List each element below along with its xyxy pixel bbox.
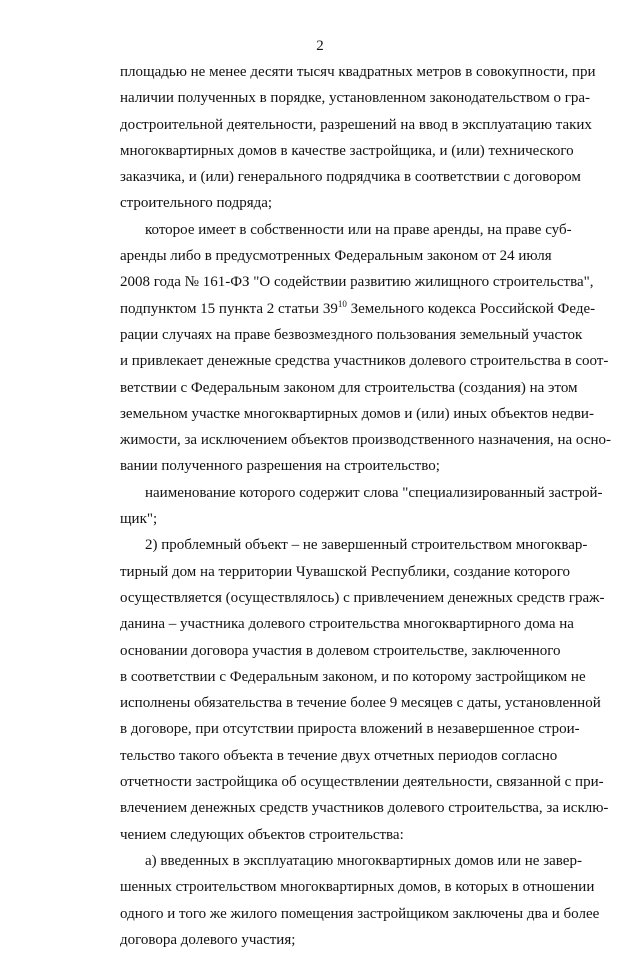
text-line: наименование которого содержит слова "специализированный застрой- [145, 484, 603, 501]
text-line: площадью не менее десяти тысяч квадратных метров в совокупности, при [120, 64, 596, 80]
text-line: влечением денежных средств участников долевого строительства, за исклю- [120, 800, 609, 817]
text-line: основании договора участия в долевом строительстве, заключенного [120, 642, 561, 659]
text-line: шенных строительством многоквартирных домов, в которых в отношении [120, 879, 595, 896]
text-line: данина – участника долевого строительства многоквартирного дома на [120, 616, 574, 633]
text-line: и привлекает денежные средства участников долевого строительства в соот- [120, 353, 609, 370]
text-line: одного и того же жилого помещения застройщиком заключены два и более [120, 905, 600, 922]
text-line: многоквартирных домов в качестве застройщика, и (или) технического [120, 142, 574, 159]
paragraph-continuation [120, 59, 596, 217]
text-line-with-superscript [120, 296, 596, 322]
text-line: достроительной деятельности, разрешений на ввод в эксплуатацию таких [120, 116, 592, 133]
text-line: ветствии с Федеральным законом для строительства (создания) на этом [120, 379, 578, 396]
text-line: в соответствии с Федеральным законом, и по которому застройщиком не [120, 668, 586, 685]
text-line: тирный дом на территории Чувашской Республики, создание которого [120, 563, 570, 580]
text-line: а) введенных в эксплуатацию многоквартирных домов или не завер- [145, 852, 582, 869]
text-line: тельство такого объекта в течение двух отчетных периодов согласно [120, 747, 558, 764]
text-line: договора долевого участия; [120, 931, 296, 948]
superscript: 10 [337, 298, 347, 309]
text-line: рации случаях на праве безвозмездного пользования земельный участок [120, 326, 583, 343]
text-line: щик"; [120, 511, 158, 528]
paragraph-name [120, 480, 603, 533]
text-line: 2008 года № 161-ФЗ "О содействии развитию жилищного строительства", [120, 274, 594, 291]
paragraph-problem-object [120, 532, 609, 848]
text-line: наличии полученных в порядке, установленном законодательством о гра- [120, 90, 591, 107]
text-line: которое имеет в собственности или на праве аренды, на праве суб- [145, 221, 572, 238]
page-number: 2 [316, 38, 324, 54]
text-fragment: подпунктом 15 пункта 2 статьи 39 [120, 300, 338, 317]
text-line: в договоре, при отсутствии прироста вложений в незавершенное строи- [120, 721, 580, 738]
text-line: 2) проблемный объект – не завершенный строительством многоквар- [145, 537, 588, 554]
text-fragment: Земельного кодекса Российской Феде- [346, 300, 596, 317]
text-line: отчетности застройщика об осуществлении деятельности, связанной с при- [120, 774, 604, 791]
text-line: жимости, за исключением объектов производственного назначения, на осно- [120, 432, 611, 449]
text-line: строительного подряда; [120, 195, 273, 212]
text-line: заказчика, и (или) генерального подрядчика в соответствии с договором [120, 169, 581, 186]
text-line: осуществляется (осуществлялось) с привлечением денежных средств граж- [120, 589, 605, 606]
paragraph-item-a [120, 848, 600, 953]
document-body [120, 59, 611, 953]
text-line: вании полученного разрешения на строительство; [120, 458, 440, 475]
text-line: аренды либо в предусмотренных Федеральным законом от 24 июля [120, 248, 552, 265]
text-line: земельном участке многоквартирных домов и (или) иных объектов недви- [120, 405, 594, 422]
text-line: чением следующих объектов строительства: [120, 826, 404, 843]
text-line: исполнены обязательства в течение более 9 месяцев с даты, установленной [120, 695, 601, 712]
paragraph-ownership [120, 217, 611, 480]
